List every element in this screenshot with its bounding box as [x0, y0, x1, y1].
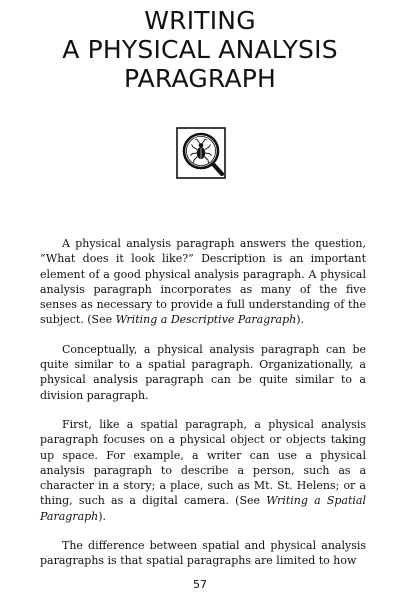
body-text — [40, 236, 366, 583]
magnifying-glass-beetle-icon — [176, 127, 226, 179]
page-number: 57 — [193, 578, 207, 591]
cross-reference: Writing a Spatial Paragraph — [40, 494, 366, 523]
chapter-title — [0, 6, 400, 93]
paragraph-1: A physical analysis paragraph answers the question, “What does it look like?” Description is an important element of a good physical analysis paragraph. A physical analysis paragraph incorporates as many of the five senses as necessary to provide a full understanding of the subject. (See Writing a Descriptive Paragraph). — [40, 237, 366, 327]
title-line-1: WRITING — [144, 6, 256, 35]
title-line-3: PARAGRAPH — [123, 64, 277, 93]
paragraph-3: First, like a spatial paragraph, a physical analysis paragraph focuses on a physical object or objects taking up space. For example, a writer can use a physical analysis paragraph to describe a person, such as a character in a story; a place, such as Mt. St. Helens; or a thing, such as a digital camera. (See Writing a Spatial Paragraph). — [40, 417, 366, 523]
cross-reference: Writing a Descriptive Paragraph — [115, 313, 297, 327]
title-line-2: A PHYSICAL ANALYSIS — [62, 35, 338, 64]
paragraph-4: The difference between spatial and physical analysis paragraphs is that spatial paragraphs are limited to how — [40, 539, 366, 568]
paragraph-2: Conceptually, a physical analysis paragraph can be quite similar to a spatial paragraph. Organizationally, a physical analysis paragraph can be quite similar to a division paragraph. — [40, 342, 366, 402]
